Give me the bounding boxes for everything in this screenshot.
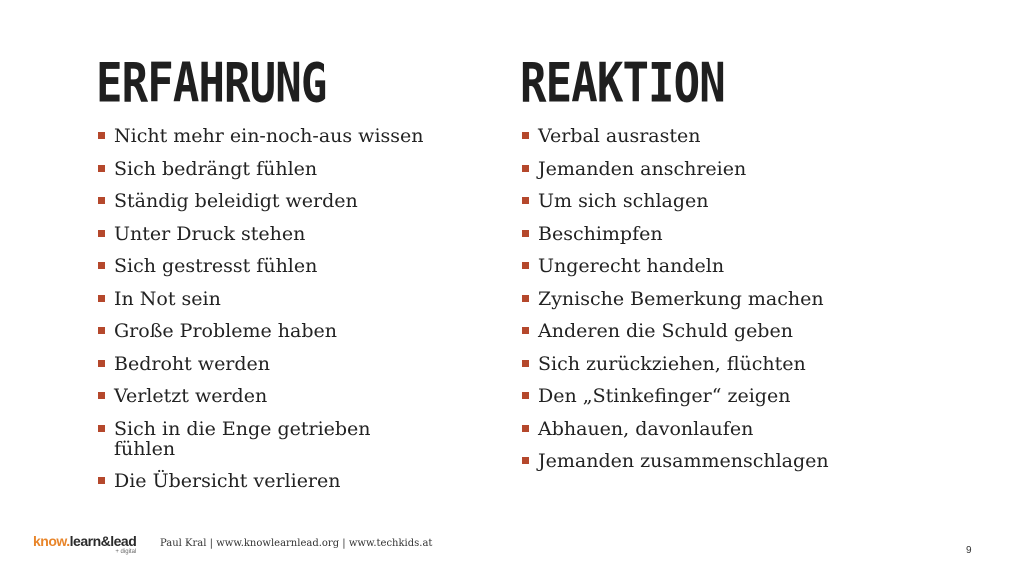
list-item-text: Den „Stinkefinger“ zeigen [538, 385, 791, 407]
list-item-text: Die Übersicht verlieren [114, 470, 341, 492]
list-item [522, 289, 852, 309]
list-reaktion [522, 126, 852, 484]
list-item-text: Unter Druck stehen [114, 222, 306, 245]
heading-erfahrung: ERFAHRUNG [96, 52, 327, 115]
list-item [98, 289, 428, 309]
square-bullet-icon [98, 197, 105, 204]
list-item [98, 159, 428, 179]
list-item-text: Anderen die Schuld geben [538, 320, 793, 342]
square-bullet-icon [522, 165, 529, 172]
list-erfahrung [98, 126, 428, 504]
square-bullet-icon [522, 132, 529, 139]
logo-text-know: know. [33, 533, 70, 549]
list-item-text: Ständig beleidigt werden [114, 190, 358, 212]
square-bullet-icon [98, 392, 105, 399]
square-bullet-icon [522, 392, 529, 399]
square-bullet-icon [98, 477, 105, 484]
logo-subtitle: + digital [115, 549, 137, 555]
square-bullet-icon [98, 132, 105, 139]
list-item-text: Sich bedrängt fühlen [114, 157, 318, 180]
square-bullet-icon [522, 262, 529, 269]
list-item [522, 191, 852, 211]
square-bullet-icon [522, 327, 529, 334]
list-item [98, 386, 428, 406]
square-bullet-icon [98, 230, 105, 237]
list-item [98, 224, 428, 244]
list-item [98, 321, 428, 341]
list-item [98, 126, 428, 146]
list-item [522, 159, 852, 179]
list-item [98, 256, 428, 276]
list-item [522, 386, 852, 406]
list-item [522, 321, 852, 341]
list-item-text: Nicht mehr ein-noch-aus wissen [114, 125, 424, 147]
logo-text-learn-lead: learn&lead [69, 533, 137, 549]
square-bullet-icon [98, 360, 105, 367]
list-item [522, 419, 852, 439]
list-item [98, 471, 428, 491]
list-item [522, 126, 852, 146]
list-item-text: Sich zurückziehen, flüchten [538, 352, 806, 375]
list-item-text: Sich gestresst fühlen [114, 255, 318, 277]
square-bullet-icon [522, 230, 529, 237]
list-item [522, 451, 852, 471]
list-item [98, 419, 428, 459]
page-number: 9 [966, 545, 972, 556]
list-item-text: Ungerecht handeln [538, 255, 725, 277]
square-bullet-icon [522, 360, 529, 367]
list-item-text: Jemanden zusammenschlagen [538, 450, 829, 472]
list-item [522, 354, 852, 374]
square-bullet-icon [522, 295, 529, 302]
square-bullet-icon [98, 295, 105, 302]
footer-credit: Paul Kral | www.knowlearnlead.org | www.techkids.at [160, 538, 433, 549]
list-item-text: Verletzt werden [114, 385, 268, 407]
list-item [98, 354, 428, 374]
list-item-text: Bedroht werden [114, 352, 271, 375]
square-bullet-icon [98, 327, 105, 334]
list-item-text: Um sich schlagen [538, 190, 709, 212]
square-bullet-icon [522, 197, 529, 204]
list-item-text: In Not sein [114, 287, 221, 310]
list-item-text: Große Probleme haben [114, 320, 337, 342]
brand-logo [33, 533, 136, 555]
list-item-text: Jemanden anschreien [538, 157, 747, 180]
list-item [522, 224, 852, 244]
list-item-text: Sich in die Enge getrieben fühlen [114, 417, 371, 460]
list-item-text: Abhauen, davonlaufen [538, 417, 754, 440]
list-item [98, 191, 428, 211]
list-item-text: Beschimpfen [538, 222, 663, 245]
square-bullet-icon [522, 425, 529, 432]
square-bullet-icon [98, 425, 105, 432]
list-item [522, 256, 852, 276]
square-bullet-icon [522, 457, 529, 464]
square-bullet-icon [98, 165, 105, 172]
square-bullet-icon [98, 262, 105, 269]
list-item-text: Zynische Bemerkung machen [538, 287, 824, 310]
list-item-text: Verbal ausrasten [538, 125, 701, 147]
heading-reaktion: REAKTION [520, 52, 725, 115]
